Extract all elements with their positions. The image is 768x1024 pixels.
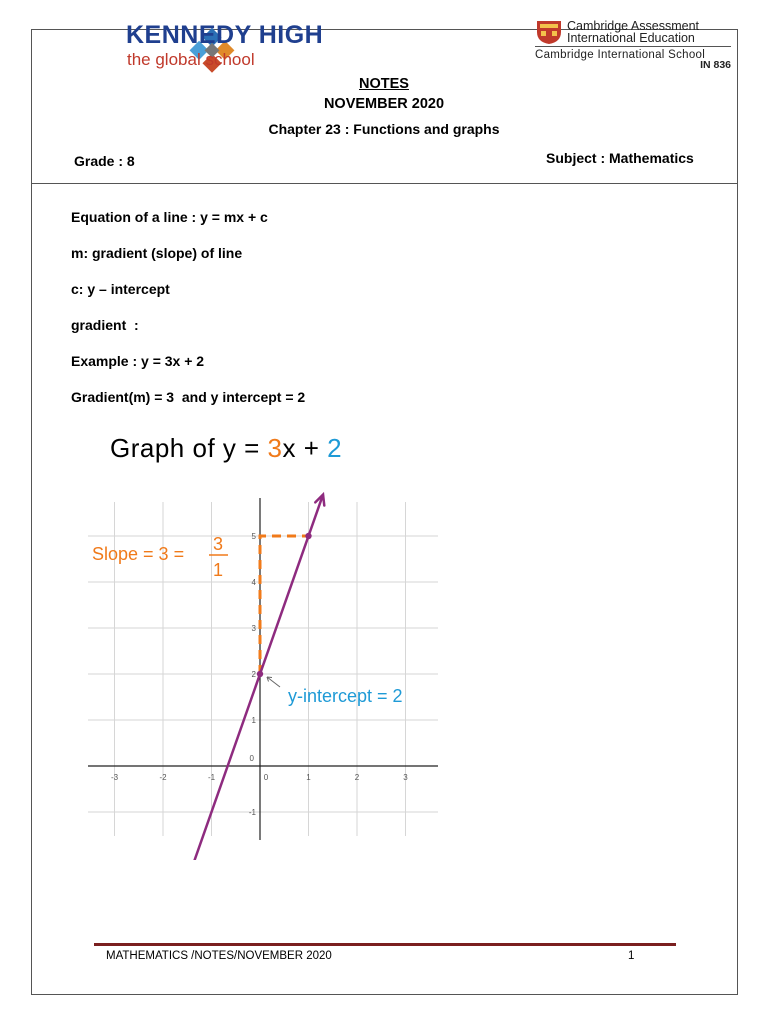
cambridge-school-label: Cambridge International School (535, 49, 706, 61)
x-tick-label: 0 (263, 773, 269, 782)
graph-annotations (92, 534, 403, 706)
graph-title (110, 433, 342, 464)
graph-title-constant: 2 (327, 433, 343, 463)
x-tick-label: 3 (403, 773, 408, 782)
slope-numerator: 3 (212, 534, 224, 554)
y-tick-label: 2 (251, 670, 256, 679)
header-divider (31, 183, 738, 184)
y-tick-label: 3 (251, 624, 256, 633)
footer-text: MATHEMATICS /NOTES/NOVEMBER 2020 (106, 950, 332, 962)
y-tick-label: -1 (248, 808, 256, 817)
cambridge-school-code: IN 836 (700, 59, 731, 71)
intercept-label: y-intercept = 2 (288, 686, 403, 706)
school-name: KENNEDY HIGH (126, 21, 324, 49)
graph-title-prefix: Graph of y = (110, 433, 268, 463)
cambridge-subname: International Education (567, 31, 695, 45)
slope-label: Slope = 3 = (92, 544, 185, 564)
chapter-heading: Chapter 23 : Functions and graphs (268, 121, 500, 137)
x-tick-label: -3 (110, 773, 119, 782)
line-graph (80, 480, 450, 860)
intercept-pointer (267, 677, 280, 687)
series-line (178, 495, 323, 860)
note-line-example: Example : y = 3x + 2 (71, 353, 205, 369)
month-heading: NOVEMBER 2020 (323, 96, 445, 112)
data-point (257, 671, 263, 677)
footer-divider (94, 943, 676, 946)
cambridge-name: Cambridge Assessment (567, 19, 700, 33)
y-tick-label: 0 (249, 754, 254, 763)
data-point (305, 533, 311, 539)
x-tick-label: -1 (207, 773, 216, 782)
y-tick-label: 5 (251, 532, 256, 541)
note-line-gradient: gradient : (71, 317, 139, 333)
cambridge-divider (535, 46, 731, 47)
y-tick-label: 4 (251, 578, 256, 587)
doc-type-heading: NOTES (359, 76, 409, 92)
page-number: 1 (628, 950, 635, 962)
x-tick-label: 2 (354, 773, 360, 782)
note-line-gradient-def: m: gradient (slope) of line (71, 245, 243, 261)
note-line-intercept-def: c: y – intercept (71, 281, 170, 297)
note-line-equation: Equation of a line : y = mx + c (71, 209, 268, 225)
y-tick-label: 1 (251, 716, 256, 725)
school-tagline: the global school (127, 50, 255, 69)
note-line-values: Gradient(m) = 3 and y intercept = 2 (71, 389, 306, 405)
cambridge-shield-icon (535, 19, 563, 45)
subject-label: Subject : Mathematics (546, 150, 694, 166)
grade-label: Grade : 8 (74, 153, 135, 169)
graph-title-mid: x + (282, 433, 328, 463)
graph-title-coefficient: 3 (267, 433, 283, 463)
plotted-line (176, 495, 324, 860)
x-tick-label: -2 (159, 773, 167, 782)
x-tick-label: 1 (306, 773, 311, 782)
slope-denominator: 1 (212, 560, 224, 580)
